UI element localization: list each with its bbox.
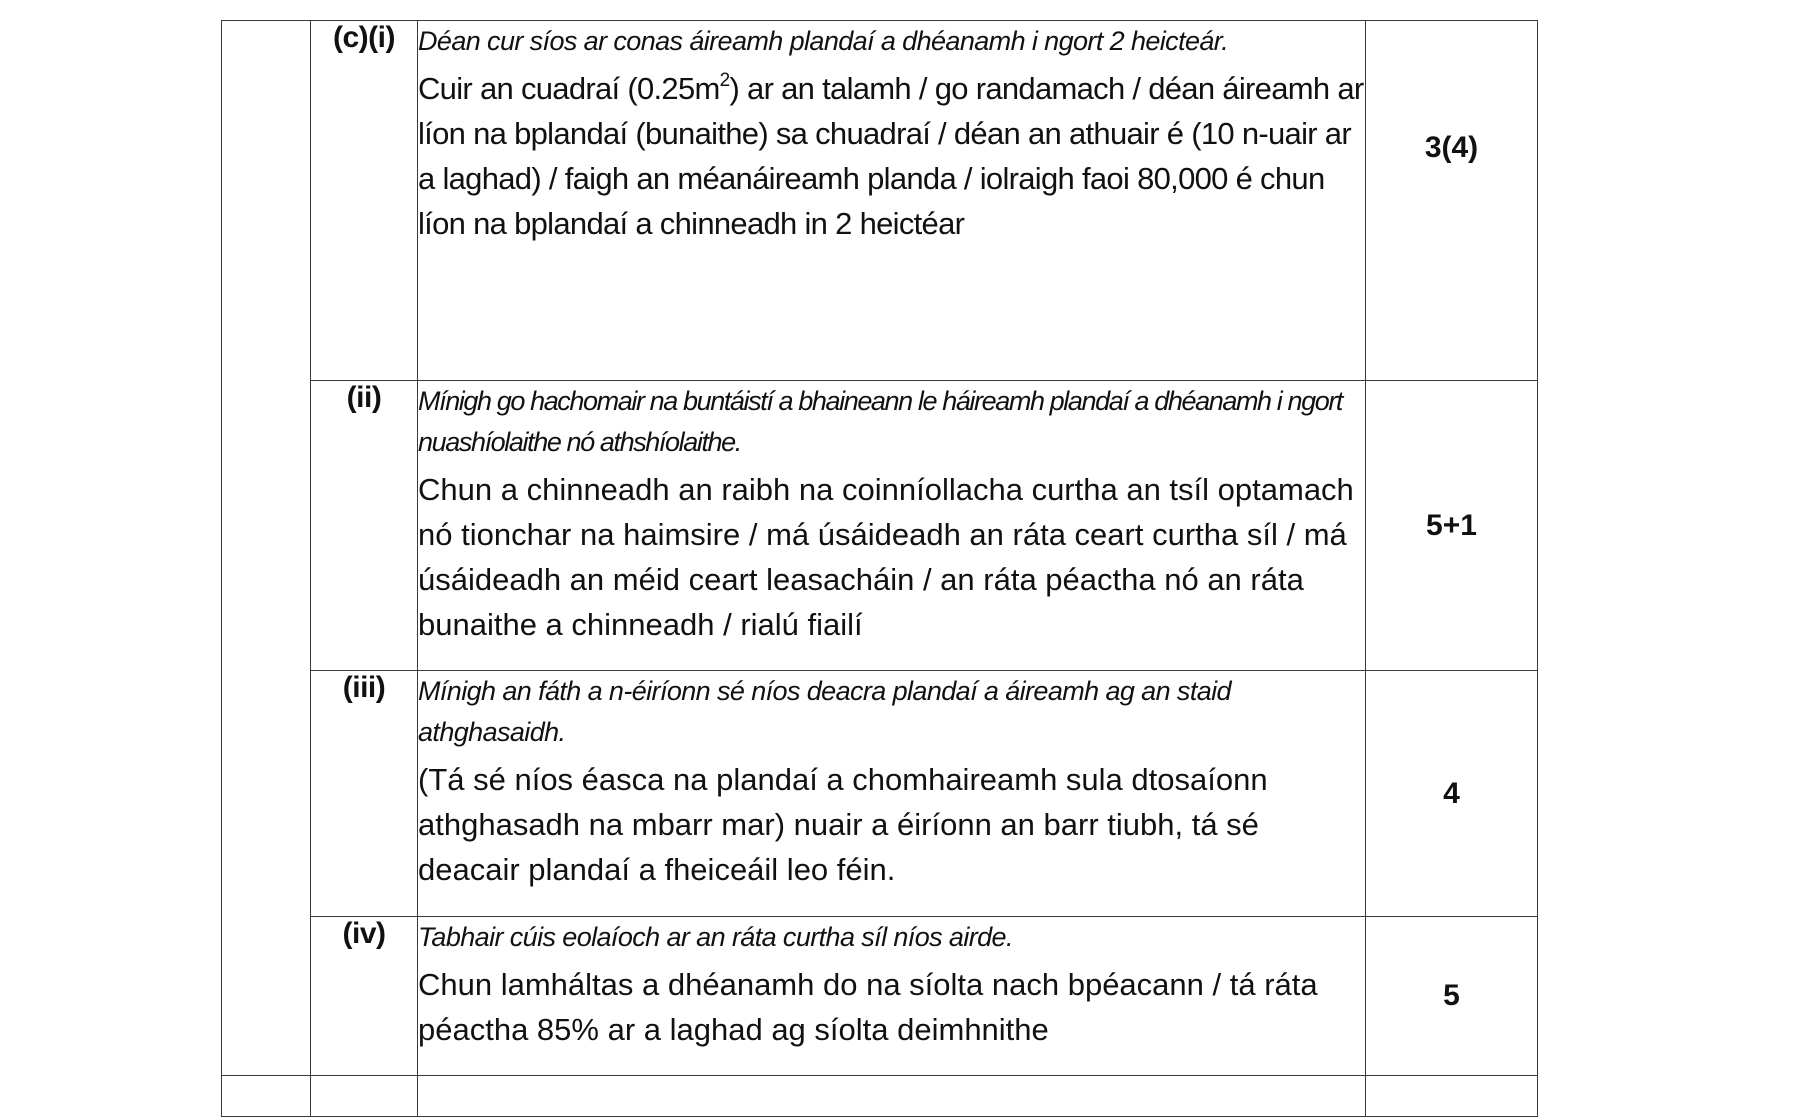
table-row-ii [222,381,1538,671]
question-answer-cell [418,917,1366,1076]
question-text: Tabhair cúis eolaíoch ar an ráta curtha síl níos airde. [418,922,1013,952]
question-number-cell [222,21,311,1076]
answer-text [418,66,1365,246]
table-row-c-i [222,21,1538,381]
question-answer-cell [418,21,1366,381]
part-label: (iii) [311,671,418,917]
superscript: 2 [719,69,730,91]
answer-text-suffix: ) ar an talamh / go randamach / déan áireamh ar líon na bplandaí (bunaithe) sa chuadraí / déan an athuair é (10 n-uair ar a laghad) / faigh an méanáireamh planda / iolraigh faoi 80,000 é chun líon na bplandaí a chinneadh in 2 heictéar [418,71,1364,241]
table-row-iv [222,917,1538,1076]
empty-cell [418,1076,1366,1117]
marks-cell: 4 [1366,671,1538,917]
empty-cell [222,1076,311,1117]
part-label: (ii) [311,381,418,671]
question-answer-cell [418,381,1366,671]
empty-cell [1366,1076,1538,1117]
question-answer-cell [418,671,1366,917]
answer-text: Chun a chinneadh an raibh na coinníollacha curtha an tsíl optamach nó tionchar na haimsire / má úsáideadh an ráta ceart curtha síl / má úsáideadh an méid ceart leasacháin / an ráta péactha nó an ráta bunaithe a chinneadh / rialú fiailí [418,472,1354,642]
marks-cell: 5+1 [1366,381,1538,671]
part-label: (iv) [311,917,418,1076]
table-row-next-partial [222,1076,1538,1117]
part-label: (c)(i) [311,21,418,381]
question-text: Mínigh an fáth a n-éiríonn sé níos deacra plandaí a áireamh ag an staid athghasaidh. [418,676,1231,747]
table-row-iii [222,671,1538,917]
answer-text: (Tá sé níos éasca na plandaí a chomhaireamh sula dtosaíonn athghasadh na mbarr mar) nuair a éiríonn an barr tiubh, tá sé deacair plandaí a fheiceáil leo féin. [418,762,1268,887]
marks-cell: 5 [1366,917,1538,1076]
answer-text-prefix: Cuir an cuadraí (0.25m [418,71,720,106]
marking-scheme-table [221,20,1538,1117]
question-text: Déan cur síos ar conas áireamh plandaí a dhéanamh i ngort 2 heicteár. [418,26,1229,56]
marks-cell: 3(4) [1366,21,1538,381]
answer-text: Chun lamháltas a dhéanamh do na síolta nach bpéacann / tá ráta péactha 85% ar a laghad ag síolta deimhnithe [418,967,1318,1047]
question-text: Mínigh go hachomair na buntáistí a bhaineann le háireamh plandaí a dhéanamh i ngort nuashíolaithe nó athshíolaithe. [418,386,1343,457]
empty-cell [311,1076,418,1117]
